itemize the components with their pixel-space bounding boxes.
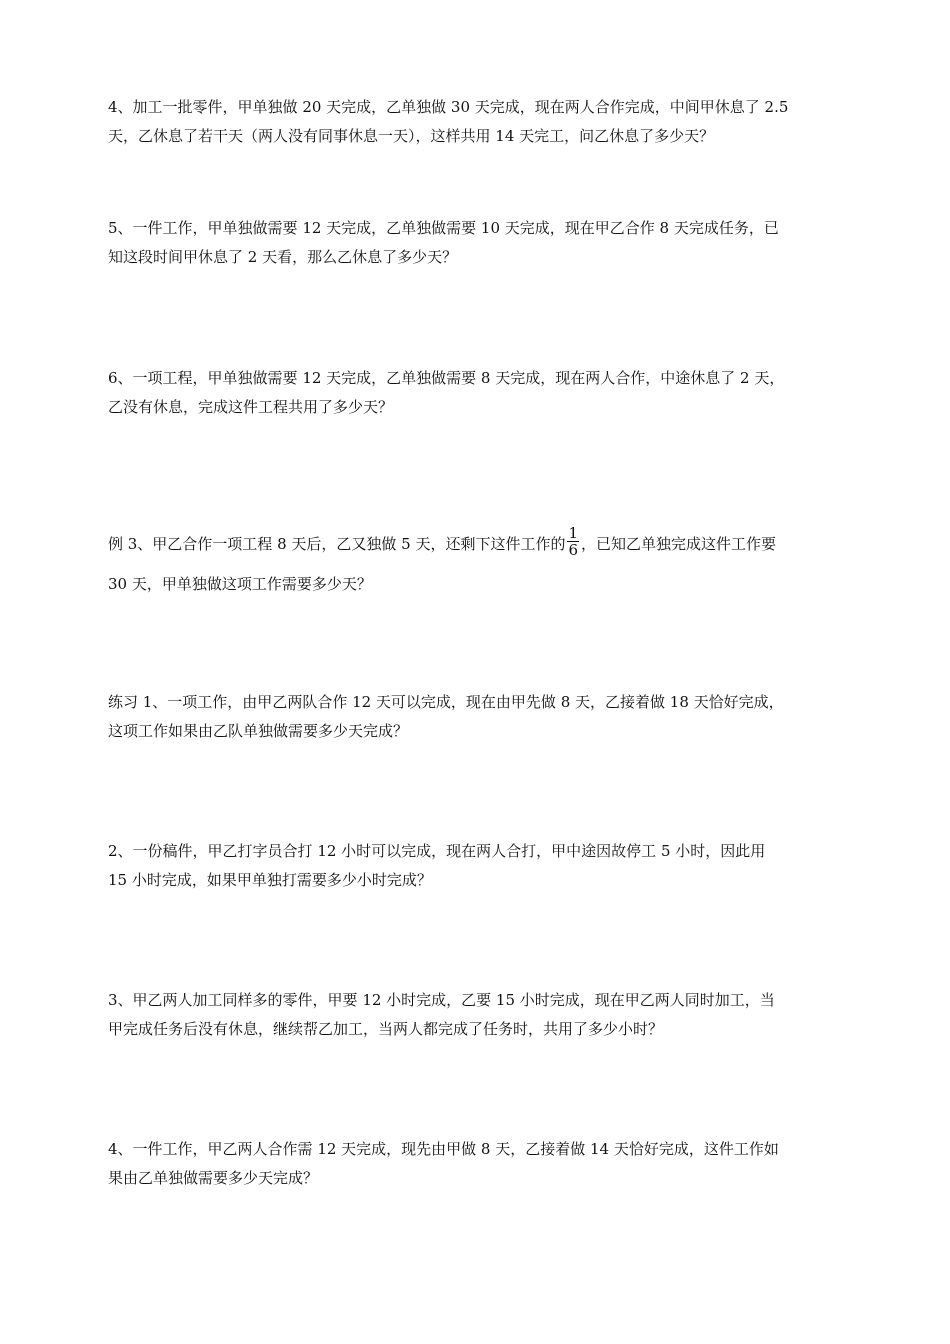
practice-2 (108, 837, 842, 895)
example-3-line-1 (108, 524, 842, 564)
practice-2-line-1: 2、一份稿件，甲乙打字员合打 12 小时可以完成，现在两人合打，甲中途因故停工 5 小时，因此用 (108, 842, 766, 860)
example-3-text-after: ，已知乙单独完成这件工作要 (581, 535, 777, 553)
practice-1-line-1: 练习 1、一项工作，由甲乙两队合作 12 天可以完成，现在由甲先做 8 天，乙接着做 18 天恰好完成， (108, 693, 784, 711)
practice-2-line-2: 15 小时完成，如果甲单独打需要多少小时完成？ (108, 871, 432, 889)
example-3-line-2: 30 天，甲单独做这项工作需要多少天？ (108, 575, 372, 593)
practice-3-line-1: 3、甲乙两人加工同样多的零件，甲要 12 小时完成，乙要 15 小时完成，现在甲乙两人同时加工，当 (108, 991, 775, 1009)
practice-3 (108, 986, 842, 1044)
practice-4 (108, 1135, 842, 1193)
problem-5 (108, 214, 842, 272)
fraction-one-sixth (567, 525, 579, 558)
problem-6-line-1: 6、一项工程，甲单独做需要 12 天完成，乙单独做需要 8 天完成，现在两人合作，中途休息了 2 天， (108, 369, 785, 387)
practice-1 (108, 688, 842, 746)
problem-4-line-1: 4、加工一批零件，甲单独做 20 天完成，乙单独做 30 天完成，现在两人合作完成，中间甲休息了 2.5 (108, 98, 789, 116)
practice-4-line-1: 4、一件工作，甲乙两人合作需 12 天完成，现先由甲做 8 天，乙接着做 14 天恰好完成，这件工作如 (108, 1140, 779, 1158)
example-3-text-before: 例 3、甲乙合作一项工程 8 天后，乙又独做 5 天，还剩下这件工作的 (108, 535, 566, 553)
practice-3-line-2: 甲完成任务后没有休息，继续帮乙加工，当两人都完成了任务时，共用了多少小时？ (108, 1020, 664, 1038)
problem-5-line-2: 知这段时间甲休息了 2 天看，那么乙休息了多少天？ (108, 248, 458, 266)
fraction-numerator: 1 (568, 523, 579, 542)
practice-1-line-2: 这项工作如果由乙队单独做需要多少天完成？ (108, 722, 409, 740)
problem-6 (108, 364, 842, 422)
problem-4-line-2: 天，乙休息了若干天（两人没有同事休息一天），这样共用 14 天完工，问乙休息了多少天？ (108, 127, 715, 145)
fraction-denominator: 6 (568, 540, 579, 559)
problem-6-line-2: 乙没有休息，完成这件工程共用了多少天？ (108, 398, 394, 416)
problem-4 (108, 93, 842, 151)
practice-4-line-2: 果由乙单独做需要多少天完成？ (108, 1169, 319, 1187)
example-3 (108, 524, 842, 604)
problem-5-line-1: 5、一件工作，甲单独做需要 12 天完成，乙单独做需要 10 天完成，现在甲乙合作 8 天完成任务，已 (108, 219, 779, 237)
